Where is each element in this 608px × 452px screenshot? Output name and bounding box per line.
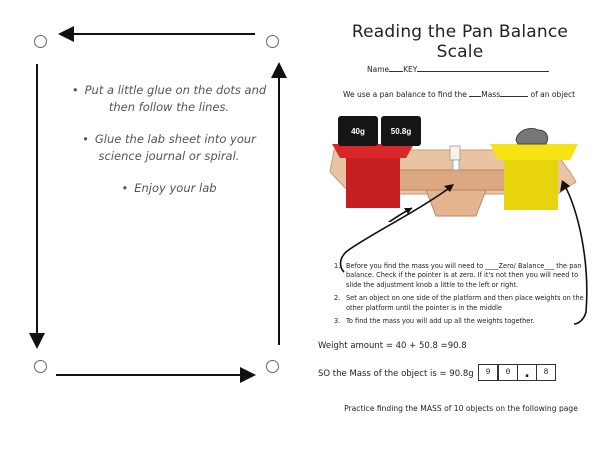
footer-note: Practice finding the MASS of 10 objects on the following page xyxy=(344,404,578,413)
step-item: 2. Set an object on one side of the platform and then place weights on the other platform until the pointer is in the middle xyxy=(334,294,584,312)
mass-digit-boxes xyxy=(478,364,556,381)
digit-box: 9 xyxy=(478,364,498,381)
name-value: KEY xyxy=(403,65,418,74)
weight-amount-line: Weight amount = 40 + 50.8 =90.8 xyxy=(318,341,467,351)
intro-sentence: We use a pan balance to find the Mass of an object xyxy=(343,90,576,99)
instruction-item: • Put a little glue on the dots and then follow the lines. xyxy=(71,83,267,114)
worksheet-title: Reading the Pan Balance Scale xyxy=(351,22,569,62)
left-curved-arrow xyxy=(341,186,453,272)
steps-list xyxy=(334,262,592,326)
name-line xyxy=(367,65,549,74)
instruction-text: Put a little glue on the dots and then follow the lines. xyxy=(84,83,267,114)
step-item: 1. Before you find the mass you will need to ____Zero/ Balance___ the pan balance. Check if the pointer is at zero. If it's not then you will need to slide the adjustment knob a little to the left or right. xyxy=(334,262,582,289)
weight-40g: 40g xyxy=(338,116,378,146)
intro-blank-answer: Mass xyxy=(481,90,501,99)
instruction-item: • Enjoy your lab xyxy=(121,181,217,195)
weight-50-8g: 50.8g xyxy=(381,116,421,146)
step-item: 3. To find the mass you will add up all the weights together. xyxy=(334,317,535,326)
digit-box: 0 xyxy=(498,364,518,381)
instruction-text: Glue the lab sheet into your science journal or spiral. xyxy=(94,132,256,163)
instruction-text: Enjoy your lab xyxy=(134,181,217,195)
name-label: Name xyxy=(367,65,390,74)
digit-box: 8 xyxy=(536,364,556,381)
decimal-point: . xyxy=(518,364,536,381)
guide-lines xyxy=(0,0,300,452)
mass-answer-line: SO the Mass of the object is = 90.8g xyxy=(318,369,474,379)
instruction-item: • Glue the lab sheet into your science journal or spiral. xyxy=(82,132,256,163)
